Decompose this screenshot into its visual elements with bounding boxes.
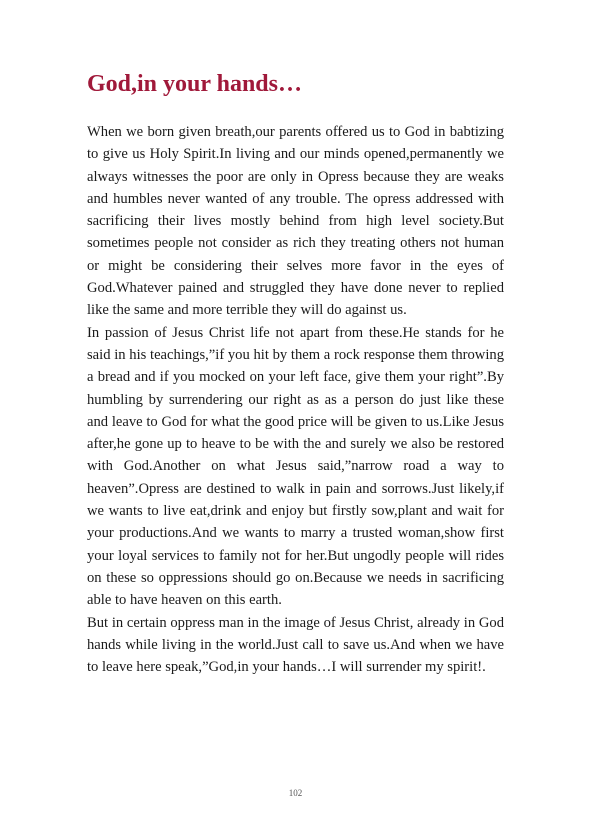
- paragraph-3: But in certain oppress man in the image of Jesus Christ, already in God hands while living in the world.Just call to save us.And when we have to leave here speak,”God,in your hands…I will surrender my spirit!.: [87, 614, 504, 676]
- paragraph-1: When we born given breath,our parents offered us to God in babtizing to give us Holy Spirit.In living and our minds opened,permanently we always witnesses the poor are only in Opress because they are weaks and humbles never wanted of any trouble. The opress addressed with sacrificing their lives mostly behind from high level society.But sometimes people not consider as rich they treating others not human or might be considering their selves more favor in the eyes of God.Whatever pained and struggled they have done never to replied like the same and more terrible they will do against us.: [87, 124, 504, 319]
- page-number: 102: [288, 788, 303, 798]
- body-text: [87, 121, 504, 678]
- page-title: God,in your hands…: [87, 71, 302, 97]
- paragraph-2: In passion of Jesus Christ life not apart from these.He stands for he said in his teachings,”if you hit by them a rock response them throwing a bread and if you mocked on your left face, give them your right”.By humbling by surrendering our right as as a person do just like these and leave to God for what the good price will be given to us.Like Jesus after,he gone up to heave to be with the and surely we also be restored with God.Another on what Jesus said,”narrow road a way to heaven”.Opress are destined to walk in pain and sorrows.Just likely,if we wants to live eat,drink and enjoy but firstly sow,plant and wait for your productions.And we wants to marry a trusted woman,show first your loyal services to family not for her.But ungodly people will rides on these so oppressions should go on.Because we needs in sacrificing able to have heaven on this earth.: [87, 324, 504, 609]
